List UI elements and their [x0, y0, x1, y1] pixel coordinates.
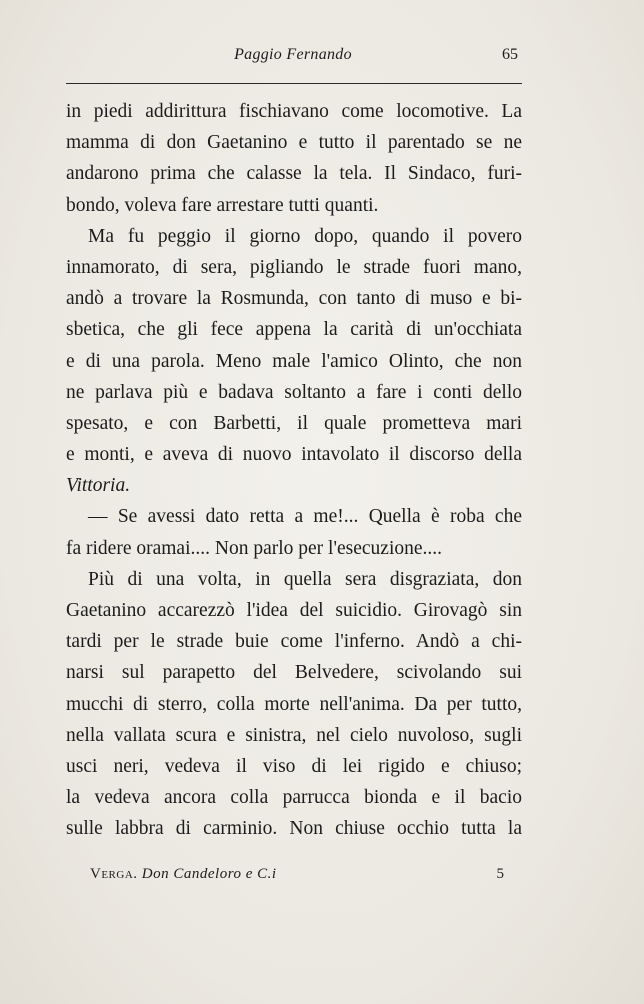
text-line: in piedi addirittura fischiavano come locomotive. La [66, 101, 522, 122]
text-line: ne parlava più e badava soltanto a fare i conti dello [66, 381, 522, 403]
page-footer [90, 866, 504, 890]
text-line: Ma fu peggio il giorno dopo, quando il povero [88, 225, 522, 247]
text-line: sbetica, che gli fece appena la carità di un'occhiata [66, 319, 522, 341]
text-line: andò a trovare la Rosmunda, con tanto di muso e bi- [66, 288, 522, 310]
text-line: Più di una volta, in quella sera disgraziata, don [88, 568, 522, 590]
text-line: nella vallata scura e sinistra, nel cielo nuvoloso, sugli [66, 724, 522, 746]
running-title: Paggio Fernando [234, 46, 352, 63]
text-line: spesato, e con Barbetti, il quale prometteva mari [66, 412, 522, 434]
page-header [66, 46, 520, 72]
header-rule [66, 83, 522, 84]
printer-signature [90, 866, 277, 883]
text-line: innamorato, di sera, pigliando le strade fuori mano, [66, 256, 522, 278]
text-line: fa ridere oramai.... Non parlo per l'esecuzione.... [66, 537, 443, 559]
text-line: sulle labbra di carminio. Non chiuse occhio tutta la [66, 818, 522, 840]
text-line: tardi per le strade buie come l'inferno. Andò a chi- [66, 631, 522, 653]
text-line: andarono prima che calasse la tela. Il Sindaco, furi- [66, 163, 522, 185]
text-line: usci neri, vedeva il viso di lei rigido e chiuso; [66, 755, 522, 777]
text-line: la vedeva ancora colla parrucca bionda e il bacio [66, 787, 522, 809]
text-line: — Se avessi dato retta a me!... Quella è roba che [88, 506, 522, 528]
text-line: e di una parola. Meno male l'amico Olinto, che non [66, 350, 522, 372]
footer-author: Verga. [90, 866, 138, 882]
text-line: e monti, e aveva di nuovo intavolato il discorso della [66, 444, 522, 466]
text-line: bondo, voleva fare arrestare tutti quanti. [66, 194, 379, 216]
text-line: mamma di don Gaetanino e tutto il parentado se ne [66, 132, 522, 154]
text-line: Vittoria. [66, 475, 131, 497]
text-line: mucchi di sterro, colla morte nell'anima. Da per tutto, [66, 693, 522, 715]
sheet-number: 5 [496, 866, 504, 882]
footer-book-title: Don Candeloro e C.i [141, 866, 277, 882]
text-line: Gaetanino accarezzò l'idea del suicidio. Girovagò sin [66, 600, 522, 621]
body-text [66, 96, 522, 845]
page-number: 65 [502, 46, 518, 63]
text-line: narsi sul parapetto del Belvedere, scivolando sui [66, 662, 522, 684]
